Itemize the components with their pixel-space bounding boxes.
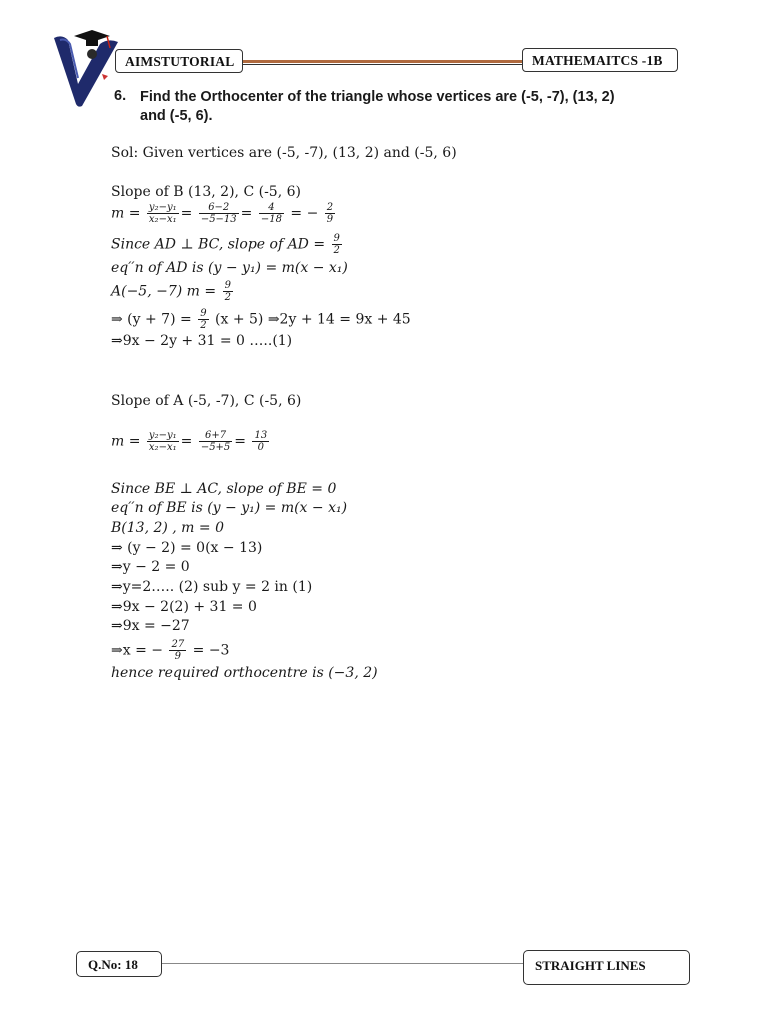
- step-be-3: ⇒y=2….. (2) sub y = 2 in (1): [111, 579, 313, 595]
- header-divider: [243, 64, 522, 65]
- solution-given: Sol: Given vertices are (-5, -7), (13, 2) and (-5, 6): [111, 145, 457, 161]
- aimstutorial-logo: [52, 26, 122, 110]
- conclusion: hence required orthocentre is (−3, 2): [111, 665, 378, 681]
- step-ad-1: ⇒ (y + 7) = $\frac{9}{2}$ (x + 5) ⇒2y + 14 = 9x + 45: [111, 308, 411, 331]
- footer-divider: [162, 963, 523, 964]
- subject-label: MATHEMAITCS -1B: [522, 48, 678, 72]
- step-x-value: ⇒x = − $\frac{27}{9}$ = −3: [111, 639, 230, 662]
- slope-bc-formula: m = $\frac{\text{y₂−y₁}}{\text{x₂−x₁}}$ = $\frac{6-2}{-5-13}$ = $\frac{4}{-18}$ = − $\frac{2}{9}$: [111, 202, 334, 225]
- since-ad-line: Since AD ⊥ BC, slope of AD = $\frac{9}{2}$: [111, 233, 340, 256]
- point-a-line: A(−5, −7) m = $\frac{9}{2}$: [111, 280, 231, 303]
- step-be-2: ⇒y − 2 = 0: [111, 559, 190, 575]
- equation-be: eq′′n of BE is (y − y₁) = m(x − x₁): [111, 500, 348, 516]
- slope-ac-heading: Slope of A (-5, -7), C (-5, 6): [111, 393, 302, 409]
- header-divider-accent: [243, 60, 522, 63]
- question-number: 6.: [114, 88, 127, 104]
- equation-ad: eq′′n of AD is (y − y₁) = m(x − x₁): [111, 260, 348, 276]
- since-be-line: Since BE ⊥ AC, slope of BE = 0: [111, 481, 337, 497]
- step-sub-1: ⇒9x − 2(2) + 31 = 0: [111, 599, 257, 615]
- question-number-label: Q.No: 18: [76, 951, 162, 977]
- step-sub-2: ⇒9x = −27: [111, 618, 190, 634]
- slope-bc-heading: Slope of B (13, 2), C (-5, 6): [111, 184, 301, 200]
- chapter-label: STRAIGHT LINES: [523, 950, 690, 985]
- slope-ac-formula: m = $\frac{\text{y₂−y₁}}{\text{x₂−x₁}}$ = $\frac{6+7}{-5+5}$ = $\frac{13}{0}$: [111, 430, 268, 453]
- brand-label: AIMSTUTORIAL: [115, 49, 243, 73]
- step-be-1: ⇒ (y − 2) = 0(x − 13): [111, 540, 263, 556]
- result-equation-1: ⇒9x − 2y + 31 = 0 …..(1): [111, 333, 293, 349]
- question-text: Find the Orthocenter of the triangle whose vertices are (-5, -7), (13, 2) and (-5, 6).: [140, 89, 615, 124]
- point-b-line: B(13, 2) , m = 0: [111, 520, 224, 536]
